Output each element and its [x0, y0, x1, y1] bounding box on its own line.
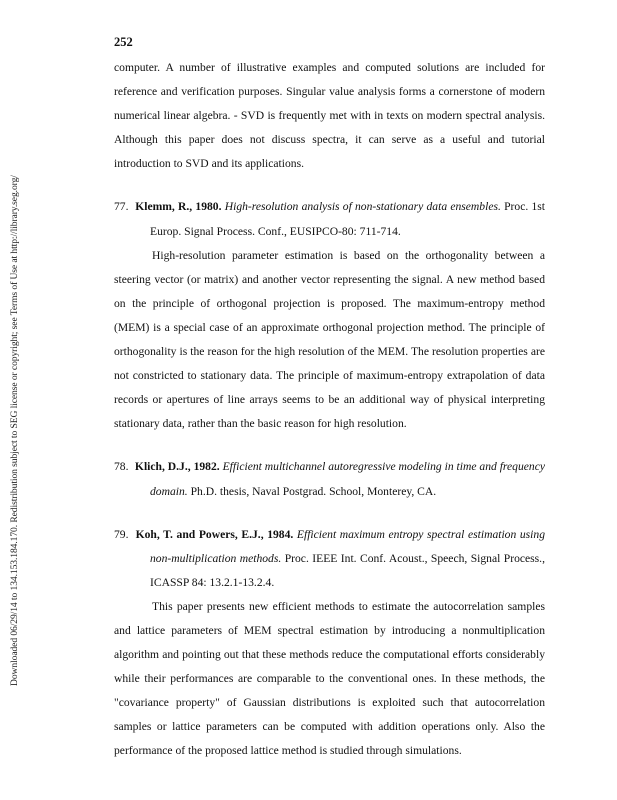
reference-entry-79: [114, 523, 545, 764]
citation: [114, 523, 545, 595]
entry-number: 79.: [114, 527, 129, 541]
entry-number: 77.: [114, 200, 129, 214]
entry-title: High-resolution analysis of non-stationary data ensembles.: [224, 200, 501, 214]
reference-entry-78: [114, 455, 545, 503]
citation: [114, 195, 545, 243]
entry-number: 78.: [114, 460, 129, 474]
entry-title: Efficient maximum entropy spectral estimation using non-multiplication methods.: [150, 527, 545, 565]
entry-abstract: This paper presents new efficient methods to estimate the autocorrelation samples and lattice parameters of MEM spectral estimation by introducing a nonmultiplication algorithm and pointing out that these methods reduce the computational efforts considerably while their performances are comparable to the conventional ones. In these methods, the "covariance property" of Gaussian distributions is exploited such that autocorrelation samples or lattice parameters can be computed with addition operations only. Also the performance of the proposed lattice method is studied through simulations.: [114, 599, 545, 758]
entry-source: Ph.D. thesis, Naval Postgrad. School, Monterey, CA.: [190, 484, 437, 498]
entry-authors: Koh, T. and Powers, E.J., 1984.: [135, 527, 294, 541]
entry-abstract: High-resolution parameter estimation is based on the orthogonality between a steering vector (or matrix) and another vector representing the signal. A new method based on the principle of orthogonal projection is proposed. The maximum-entropy method (MEM) is a special case of an approximate orthogonal projection method. The principle of orthogonality is the reason for the high resolution of the MEM. The resolution properties are not constricted to stationary data. The principle of maximum-entropy extrapolation of data records or apertures of line arrays seems to be an additional way of physical interpreting stationary data, rather than the basic reason for high resolution.: [114, 248, 545, 431]
entry-authors: Klich, D.J., 1982.: [134, 460, 220, 474]
page-number: 252: [114, 35, 133, 49]
entry-source: Proc. IEEE Int. Conf. Acoust., Speech, Signal Process., ICASSP 84: 13.2.1-13.2.4.: [150, 551, 545, 589]
entry-authors: Klemm, R., 1980.: [135, 200, 222, 214]
page-content: [114, 56, 545, 764]
entry-title: Efficient multichannel autoregressive modeling in time and frequency domain.: [150, 460, 545, 498]
continuation-paragraph: computer. A number of illustrative examples and computed solutions are included for reference and verification purposes. Singular value analysis forms a cornerstone of modern numerical linear algebra. - SVD is frequently met with in texts on modern spectral analysis. Although this paper does not discuss spectra, it can serve as a useful and tutorial introduction to SVD and its applications.: [114, 61, 545, 171]
citation: [114, 455, 545, 503]
reference-entry-77: [114, 195, 545, 436]
download-notice: Downloaded 06/29/14 to 134.153.184.170. Redistribution subject to SEG license or copyright; see Terms of Use at http://library.seg.org/: [9, 175, 20, 686]
entry-source: Proc. 1st Europ. Signal Process. Conf., EUSIPCO-80: 711-714.: [150, 200, 545, 238]
